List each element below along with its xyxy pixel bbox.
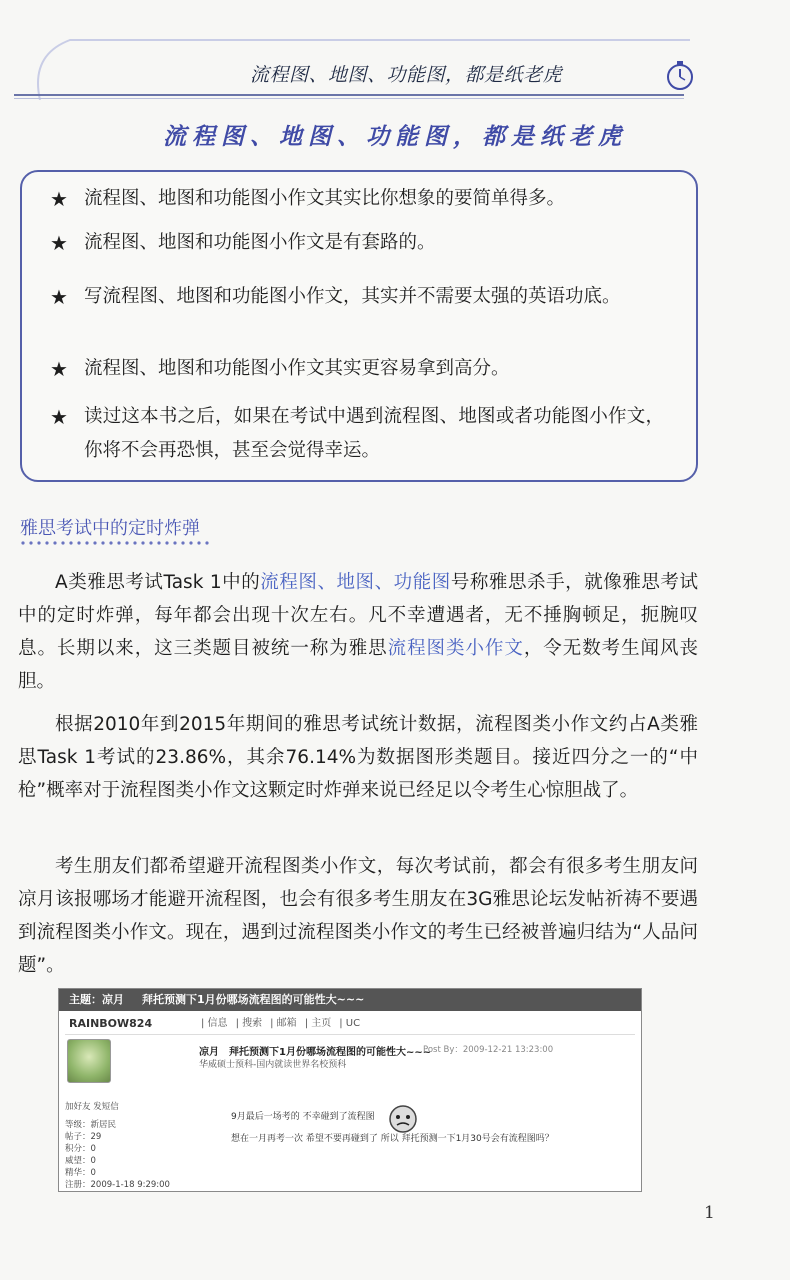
star-icon: ★ <box>50 405 68 429</box>
paragraph-3: 考生朋友们都希望避开流程图类小作文，每次考试前，都会有很多考生朋友问凉月该报哪场才能避开流程图，也会有很多考生朋友在3G雅思论坛发帖祈祷不要遇到流程图类小作文。现在，遇到过流程图类小作文的考生已经被普遍归结为“人品问题”。 <box>18 856 698 976</box>
forum-post-body: 9月最后一场考的 不幸碰到了流程图 <box>231 1112 375 1122</box>
paragraph-2: 根据2010年到2015年期间的雅思考试统计数据，流程图类小作文约占A类雅思Task 1考试的23.86%，其余76.14%为数据图形类题目。接近四分之一的“中枪”概率对于流程图类小作文这颗定时炸弹来说已经足以令考生心惊胆战了。 <box>18 714 698 801</box>
star-icon: ★ <box>50 285 68 309</box>
forum-post-author: 凉月 <box>199 1047 219 1058</box>
star-icon: ★ <box>50 231 68 255</box>
highlight-term: 流程图、地图、功能图 <box>260 572 451 593</box>
forum-post-meta: Post By：2009-12-21 13:23:00 <box>423 1045 554 1055</box>
forum-post-header <box>199 1043 431 1058</box>
highlight-term: 流程图类小作文 <box>387 638 524 659</box>
key-point-text: 读过这本书之后，如果在考试中遇到流程图、地图或者功能图小作文，你将不会再恐惧，甚至会觉得幸运。 <box>84 406 664 461</box>
forum-user-row <box>65 1013 635 1035</box>
forum-screenshot <box>58 988 642 1192</box>
key-point-text: 流程图、地图和功能图小作文其实比你想象的要简单得多。 <box>84 188 566 209</box>
forum-user-info-line: 威望：0 <box>65 1156 96 1166</box>
forum-nav-item[interactable]: | 搜索 <box>235 1018 263 1029</box>
star-icon: ★ <box>50 187 68 211</box>
key-point-text: 流程图、地图和功能图小作文是有套路的。 <box>84 232 436 253</box>
forum-topic-label: 主题：凉月 <box>69 993 124 1006</box>
forum-topic-title: 拜托预测下1月份哪场流程图的可能性大~~~ <box>142 993 365 1006</box>
forum-nav-item[interactable]: | 邮箱 <box>270 1018 297 1029</box>
forum-nav <box>201 1013 360 1035</box>
forum-user-info-line: 等级：新居民 <box>65 1120 117 1130</box>
forum-signature: 华威硕士预科-国内就读世界名校预科 <box>199 1060 347 1070</box>
star-icon: ★ <box>50 357 68 381</box>
forum-username: RAINBOW824 <box>69 1017 153 1030</box>
header-rule <box>14 94 684 96</box>
forum-user-info <box>65 1101 170 1191</box>
forum-user-info-line: 帖子：29 <box>65 1132 102 1142</box>
forum-nav-item[interactable]: | UC <box>339 1018 361 1029</box>
key-point-5 <box>50 400 664 468</box>
key-point-text: 流程图、地图和功能图小作文其实更容易拿到高分。 <box>84 358 510 379</box>
forum-post-body: 想在一月再考一次 希望不要再碰到了 所以 拜托预测一下1月30号会有流程图吗？ <box>231 1134 554 1144</box>
key-point-2 <box>50 226 664 260</box>
forum-user-info-line: 积分：0 <box>65 1144 96 1154</box>
avatar <box>67 1039 111 1083</box>
key-point-1 <box>50 182 664 216</box>
paragraph-1-text: A类雅思考试Task 1中的 <box>55 572 261 593</box>
key-point-3 <box>50 280 664 314</box>
section-title: 流程图、地图、功能图，都是纸老虎 <box>163 124 627 150</box>
paragraph-1 <box>18 566 698 698</box>
forum-nav-item[interactable]: | 主页 <box>304 1018 332 1029</box>
dotted-underline <box>20 540 220 546</box>
key-point-4 <box>50 352 664 386</box>
forum-user-info-line: 注册：2009-1-18 9:29:00 <box>65 1180 170 1190</box>
forum-user-info-line[interactable]: 加好友 发短信 <box>65 1102 119 1112</box>
paragraph-1-text: 号称雅思杀手，就像雅思考试中的定时炸弹，每年都会出现十次左右。凡不幸遭遇者，无不捶胸顿足，扼腕叹息。长期以来，这三类题目被统一称为雅思 <box>18 572 698 659</box>
running-header-title: 流程图、地图、功能图，都是纸老虎 <box>250 64 563 86</box>
key-points-box <box>20 170 698 482</box>
key-point-text: 写流程图、地图和功能图小作文，其实并不需要太强的英语功底。 <box>84 286 621 307</box>
forum-topic-bar <box>59 989 641 1011</box>
forum-post-title: 拜托预测下1月份哪场流程图的可能性大~~~ <box>229 1047 432 1058</box>
paragraph-1-text: ，令无数考生闻风丧胆。 <box>18 638 698 692</box>
header-rule-thin <box>14 98 684 99</box>
forum-nav-item[interactable]: | 信息 <box>201 1018 228 1029</box>
stopwatch-icon <box>663 58 697 92</box>
subheading: 雅思考试中的定时炸弹 <box>20 518 200 539</box>
page-number: 1 <box>704 1203 715 1223</box>
forum-user-info-line: 精华：0 <box>65 1168 96 1178</box>
